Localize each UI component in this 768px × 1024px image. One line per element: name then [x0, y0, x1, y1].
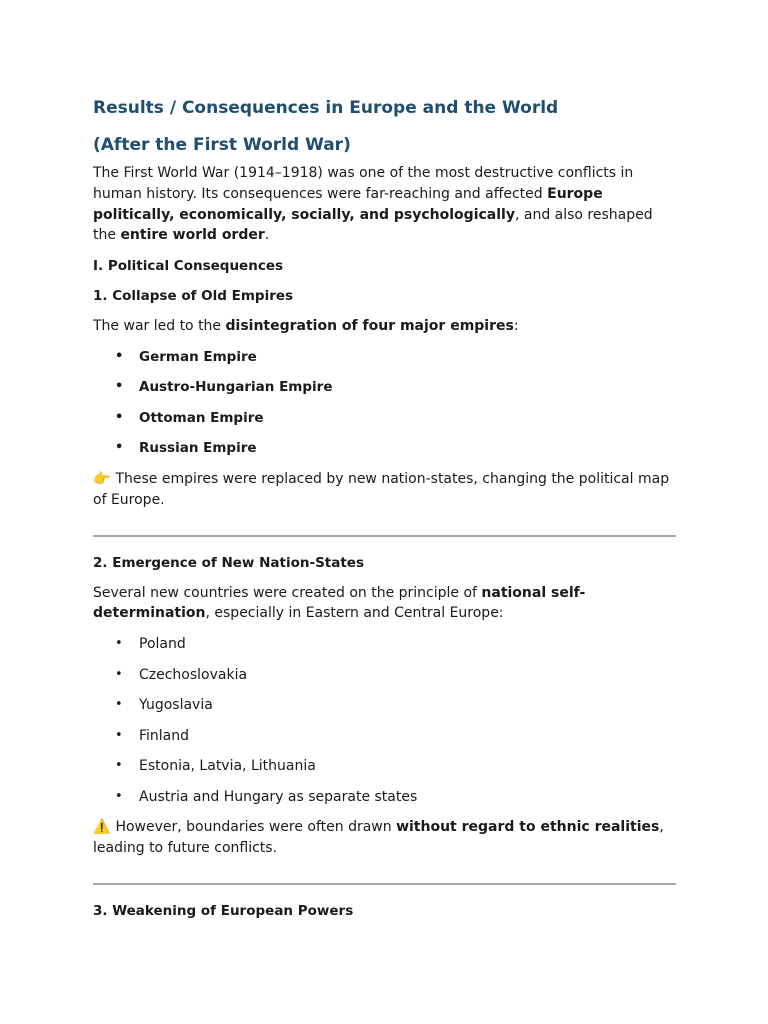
collapse-lead-end: :	[513, 318, 519, 335]
document-page	[93, 94, 676, 931]
page-title: Results / Consequences in Europe and the World	[93, 98, 559, 118]
empires-list	[93, 347, 676, 459]
boundaries-note-text-2: , leading to future conflicts.	[93, 819, 664, 856]
list-item: • Ottoman Empire	[93, 408, 676, 428]
collapse-lead-paragraph	[93, 316, 676, 337]
list-item: • Austro-Hungarian Empire	[93, 377, 676, 397]
nation-states-lead-paragraph	[93, 583, 676, 625]
subsection-heading-nation-states: 2. Emergence of New Nation-States	[93, 554, 364, 571]
nation-states-lead-end: , especially in Eastern and Central Europe:	[205, 605, 504, 622]
section-divider	[93, 535, 676, 537]
nation-states-lead-text: Several new countries were created on the principle of	[93, 584, 482, 601]
empires-note	[93, 469, 676, 511]
list-item: • German Empire	[93, 347, 676, 367]
list-item: • Yugoslavia	[93, 695, 676, 715]
subsection-heading-collapse: 1. Collapse of Old Empires	[93, 288, 294, 305]
pointing-hand-icon: 👉	[93, 470, 111, 487]
intro-paragraph	[93, 163, 676, 246]
section-heading-political: I. Political Consequences	[93, 258, 284, 275]
nation-states-lead-bold: national self-determination	[93, 584, 586, 622]
intro-text-2: , and also reshaped the	[93, 206, 653, 244]
list-item: • Poland	[93, 634, 676, 654]
list-item: • Finland	[93, 726, 676, 746]
warning-icon: ⚠️	[93, 819, 111, 836]
page-subtitle: (After the First World War)	[93, 135, 351, 155]
section-divider	[93, 883, 676, 885]
boundaries-note-text-1: However, boundaries were often drawn	[115, 819, 397, 836]
list-item: • Austria and Hungary as separate states	[93, 787, 676, 807]
subsection-heading-weakening: 3. Weakening of European Powers	[93, 902, 354, 919]
collapse-lead-text: The war led to the	[93, 318, 226, 335]
boundaries-note	[93, 817, 676, 859]
intro-bold-1: Europe politically, economically, socially, and psychologically	[93, 185, 603, 223]
list-item: • Russian Empire	[93, 438, 676, 458]
boundaries-note-bold: without regard to ethnic realities	[396, 819, 660, 836]
intro-text-1: The First World War (1914–1918) was one of the most destructive conflicts in human history. Its consequences were far-reaching and affected	[93, 165, 634, 202]
nation-states-list	[93, 634, 676, 807]
intro-bold-2: entire world order	[120, 227, 265, 244]
empires-note-text: These empires were replaced by new nation-states, changing the political map of Europe.	[93, 470, 670, 508]
list-item: • Estonia, Latvia, Lithuania	[93, 756, 676, 776]
collapse-lead-bold: disintegration of four major empires	[225, 318, 514, 335]
list-item: • Czechoslovakia	[93, 665, 676, 685]
intro-text-3: .	[264, 227, 270, 244]
